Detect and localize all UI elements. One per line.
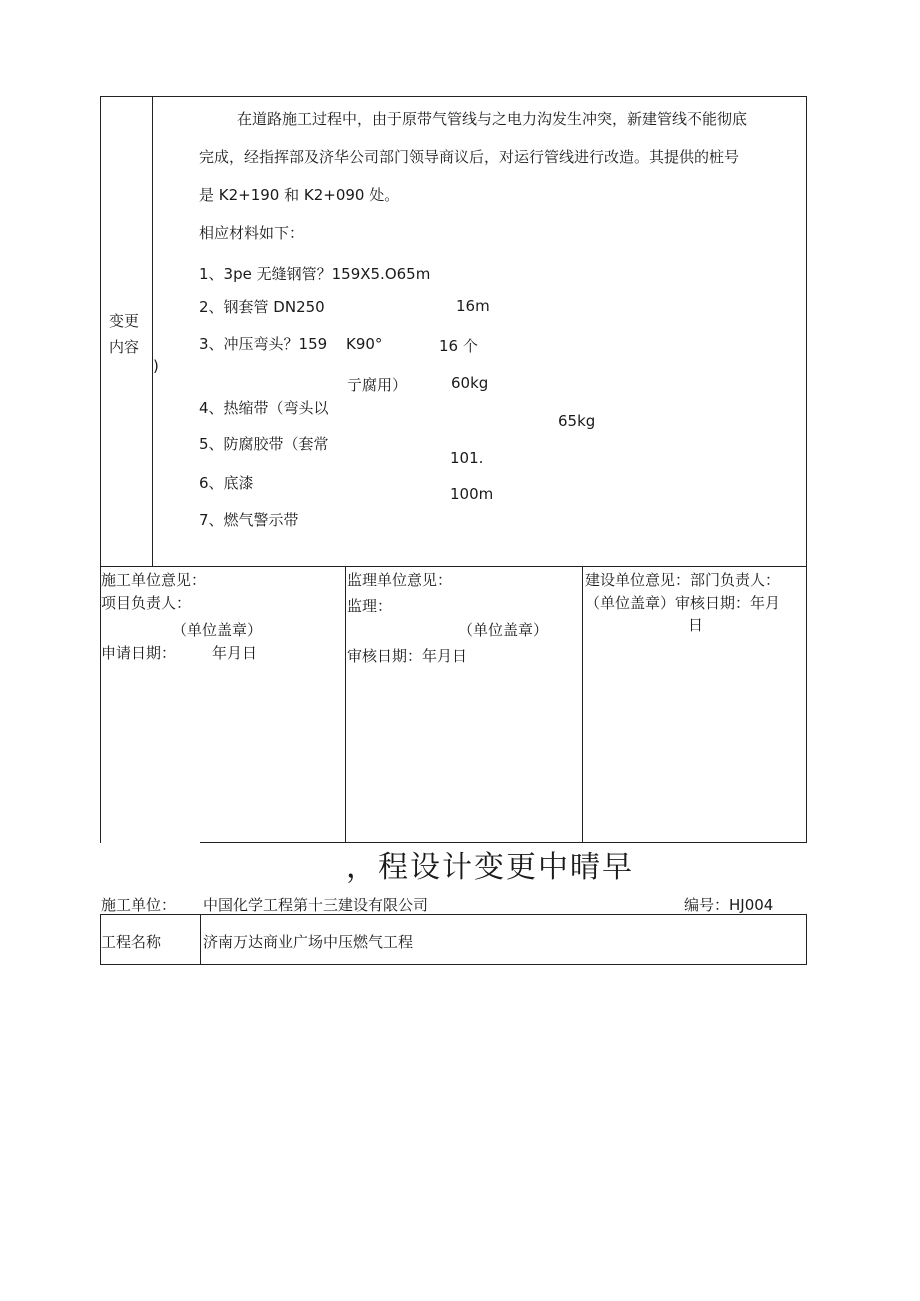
content-bottom-border (100, 566, 807, 567)
project-name-value: 济南万达商业广场中压燃气工程 (203, 933, 414, 951)
materials-intro: 相应材料如下： (199, 224, 305, 242)
paragraph-line-2: 完成，经指挥部及济华公司部门领导商议后，对运行管线进行改造。其提供的桩号 (199, 148, 740, 166)
material-item-3: 3、冲压弯头？159 (199, 335, 328, 353)
opinion-divider-1 (345, 566, 346, 843)
material-item-7: 7、燃气警示带 (199, 511, 299, 529)
project-table-top (100, 914, 807, 915)
table-right-border (806, 96, 807, 843)
project-table-divider (200, 914, 201, 965)
owner-opinion-line2: （单位盖章）审核日期：年月 (585, 594, 781, 612)
owner-opinion-line1: 建设单位意见：部门负责人： (585, 571, 781, 589)
owner-opinion-line3: 日 (688, 616, 704, 634)
material-item-6: 6、底漆 (199, 474, 254, 492)
elbow-qty: 16 个 (439, 337, 478, 355)
form-title: ，程设计变更中晴早 (346, 850, 634, 885)
contractor-opinion-title: 施工单位意见： (101, 571, 207, 589)
stray-paren: ) (153, 357, 159, 375)
change-content-label-line1: 变更 (109, 312, 140, 330)
material-item-5: 5、防腐胶带（套常 (199, 435, 329, 453)
supervisor-review-date: 审核日期：年月日 (347, 647, 468, 665)
label-column-divider (152, 96, 153, 566)
supervisor-seal: （单位盖章） (458, 621, 549, 639)
supervisor-opinion-title: 监理单位意见： (347, 571, 453, 589)
contractor-unit-value: 中国化学工程第十三建设有限公司 (203, 896, 429, 914)
material-item-2: 2、钢套管 DN250 (199, 298, 325, 316)
paragraph-line-3: 是 K2+190 和 K2+090 处。 (199, 186, 400, 204)
document-number: 编号：HJ004 (684, 896, 774, 914)
primer-qty: 101. (450, 449, 484, 467)
supervisor-label: 监理： (347, 597, 393, 615)
tape-qty: 65kg (558, 412, 596, 430)
project-table-right (806, 914, 807, 965)
opinion-divider-2 (582, 566, 583, 843)
steel-sleeve-qty: 16m (456, 297, 490, 315)
contractor-date-value: 年月日 (212, 644, 258, 662)
project-name-label: 工程名称 (101, 933, 162, 951)
elbow-spec: K90° (346, 335, 383, 353)
contractor-project-manager: 项目负责人： (101, 594, 192, 612)
anticorrosion-note: 亍腐用） (347, 376, 408, 394)
warning-tape-qty: 100m (450, 485, 494, 503)
contractor-seal: （单位盖章） (172, 621, 263, 639)
table-top-border (100, 96, 807, 97)
material-item-4: 4、热缩带（弯头以 (199, 399, 329, 417)
paragraph-line-1: 在道路施工过程中，由于原带气管线与之电力沟发生冲突，新建管线不能彻底 (237, 110, 748, 128)
contractor-unit-label: 施工单位： (101, 896, 177, 914)
project-table-bottom (100, 964, 807, 965)
change-content-label-line2: 内容 (109, 338, 140, 356)
heat-shrink-qty: 60kg (451, 374, 489, 392)
contractor-date-label: 申请日期： (101, 644, 177, 662)
material-item-1: 1、3pe 无缝钢管？159X5.O65m (199, 265, 431, 283)
table-left-border (100, 96, 101, 843)
